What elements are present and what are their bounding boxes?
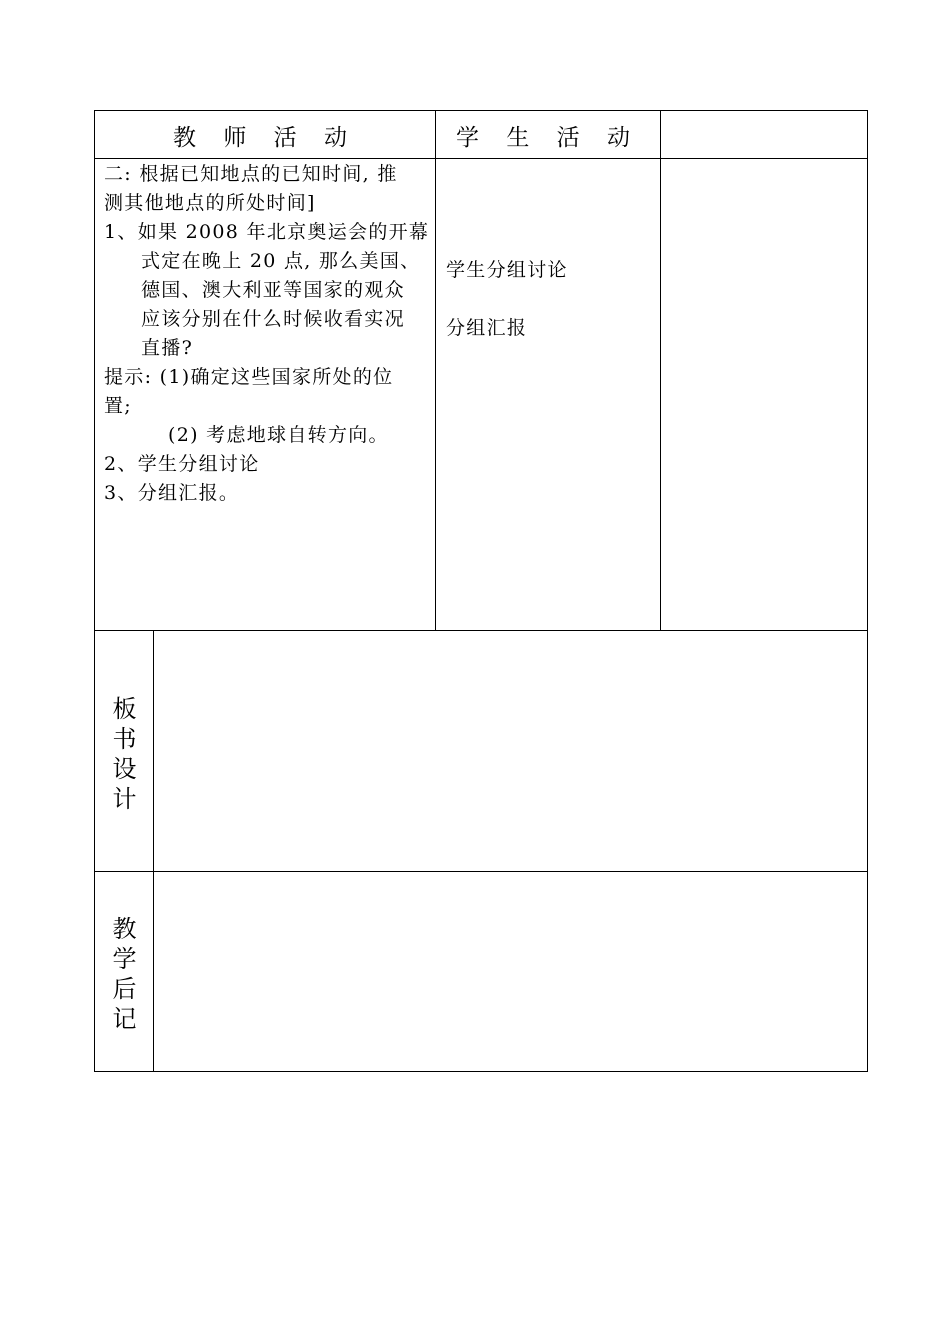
teacher-line: 2、学生分组讨论 <box>104 453 260 475</box>
teacher-line: 置; <box>104 395 133 417</box>
label-char: 后 <box>112 975 137 1003</box>
label-char: 记 <box>112 1005 137 1033</box>
board-row-bottom-border <box>94 871 868 872</box>
teacher-activity-content <box>104 160 430 508</box>
teacher-line: 测其他地点的所处时间] <box>104 192 316 214</box>
teacher-line: 1、如果 2008 年北京奥运会的开幕 <box>104 221 430 243</box>
table-right-border <box>867 110 868 1072</box>
label-char: 设 <box>112 755 137 783</box>
teacher-line: 直播? <box>141 337 194 359</box>
board-design-content <box>156 633 865 869</box>
reflection-label <box>96 914 153 1034</box>
table-left-border <box>94 110 95 1072</box>
teacher-line: 提示: (1)确定这些国家所处的位 <box>104 366 394 388</box>
label-column-divider <box>153 630 154 1072</box>
teacher-line: 式定在晚上 20 点, 那么美国、 <box>141 250 421 272</box>
student-activity-header: 学 生 活 动 <box>456 124 640 151</box>
student-activity-item: 分组汇报 <box>446 317 528 339</box>
teacher-line: 3、分组汇报。 <box>104 482 240 504</box>
teacher-line: 二: 根据已知地点的已知时间, 推 <box>104 163 398 185</box>
table-bottom-border <box>94 1071 868 1072</box>
label-char: 书 <box>112 725 137 753</box>
student-notes-divider <box>660 110 661 631</box>
teacher-line: 德国、澳大利亚等国家的观众 <box>141 279 405 301</box>
activity-row-bottom-border <box>94 630 868 631</box>
teacher-activity-header: 教 师 活 动 <box>173 124 357 151</box>
notes-cell <box>662 112 866 158</box>
label-char: 教 <box>112 915 137 943</box>
teacher-line: 应该分别在什么时候收看实况 <box>141 308 405 330</box>
teacher-line: (2) 考虑地球自转方向。 <box>168 424 389 446</box>
label-char: 计 <box>112 785 137 813</box>
student-activity-item: 学生分组讨论 <box>446 259 568 281</box>
teacher-student-divider <box>435 110 436 631</box>
label-char: 板 <box>112 695 137 723</box>
board-design-label <box>96 694 153 814</box>
label-char: 学 <box>112 945 137 973</box>
reflection-content <box>156 874 865 1069</box>
